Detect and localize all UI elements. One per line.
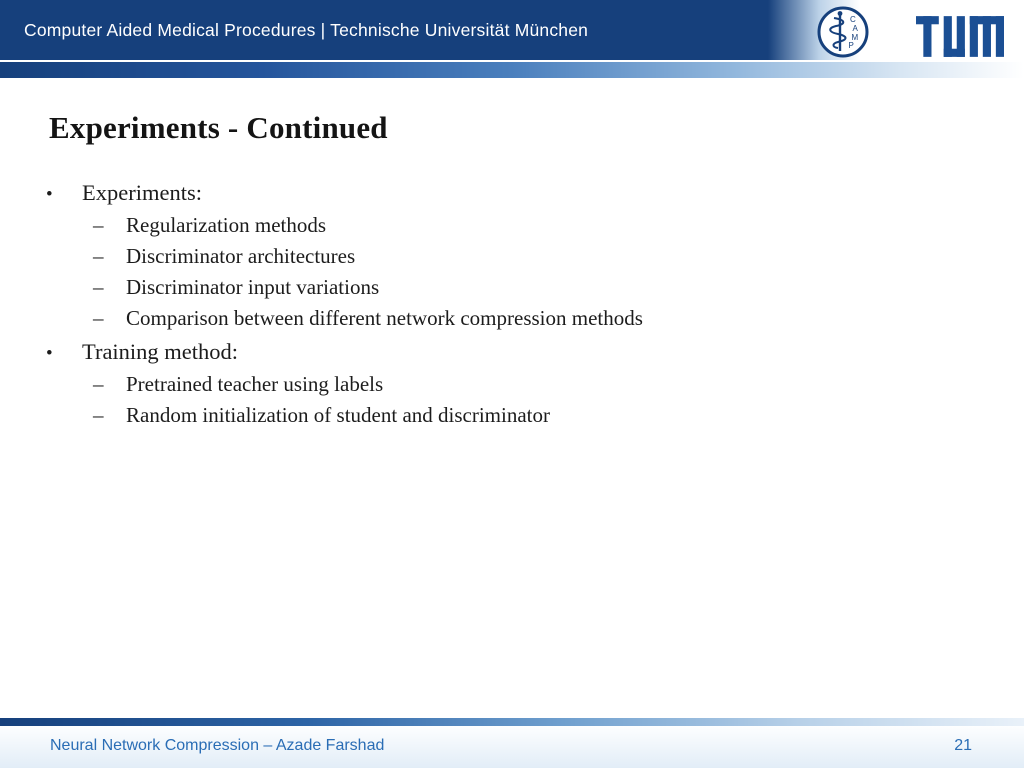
camp-logo-icon: [815, 4, 871, 60]
bullet-text: Experiments:: [82, 180, 202, 205]
camp-letter-a: A: [852, 24, 858, 33]
header-gradient-bar: [0, 62, 1024, 78]
header-bar: [0, 0, 1024, 60]
camp-letter-p: P: [848, 41, 854, 50]
sub-bullet-item: [93, 372, 994, 403]
sub-bullet-text: Comparison between different network compression methods: [126, 306, 643, 330]
dash-icon: –: [93, 306, 104, 330]
bullet-icon: •: [46, 184, 53, 205]
sub-bullet-text: Pretrained teacher using labels: [126, 372, 384, 396]
dash-icon: –: [93, 275, 104, 299]
camp-letter-m: M: [851, 33, 859, 42]
header-title: Computer Aided Medical Procedures | Technische Universität München: [24, 20, 589, 40]
dash-icon: –: [93, 244, 104, 268]
bullet-item: [46, 180, 994, 213]
page-number: 21: [954, 737, 972, 754]
footer-gradient-bar: [0, 718, 1024, 726]
bullet-text: Training method:: [82, 339, 239, 364]
sub-bullet-item: [93, 306, 994, 337]
dash-icon: –: [93, 403, 104, 427]
footer-bar: [0, 726, 1024, 768]
tum-logo-icon: [916, 16, 1004, 57]
sub-bullet-text: Discriminator input variations: [126, 275, 380, 299]
sub-bullet-item: [93, 275, 994, 306]
sub-bullet-item: [93, 403, 994, 434]
bullet-item: [46, 339, 994, 372]
sub-bullet-item: [93, 213, 994, 244]
footer-title: Neural Network Compression – Azade Farshad: [50, 737, 385, 754]
sub-bullet-text: Regularization methods: [126, 213, 327, 237]
camp-letter-c: C: [850, 15, 856, 24]
sub-bullet-item: [93, 244, 994, 275]
slide-content: [46, 180, 994, 434]
bullet-icon: •: [46, 343, 53, 364]
page-title: Experiments - Continued: [49, 110, 388, 145]
logo-area: [809, 0, 1024, 62]
dash-icon: –: [93, 372, 104, 396]
sub-bullet-text: Random initialization of student and discriminator: [126, 403, 550, 427]
sub-bullet-text: Discriminator architectures: [126, 244, 356, 268]
dash-icon: –: [93, 213, 104, 237]
